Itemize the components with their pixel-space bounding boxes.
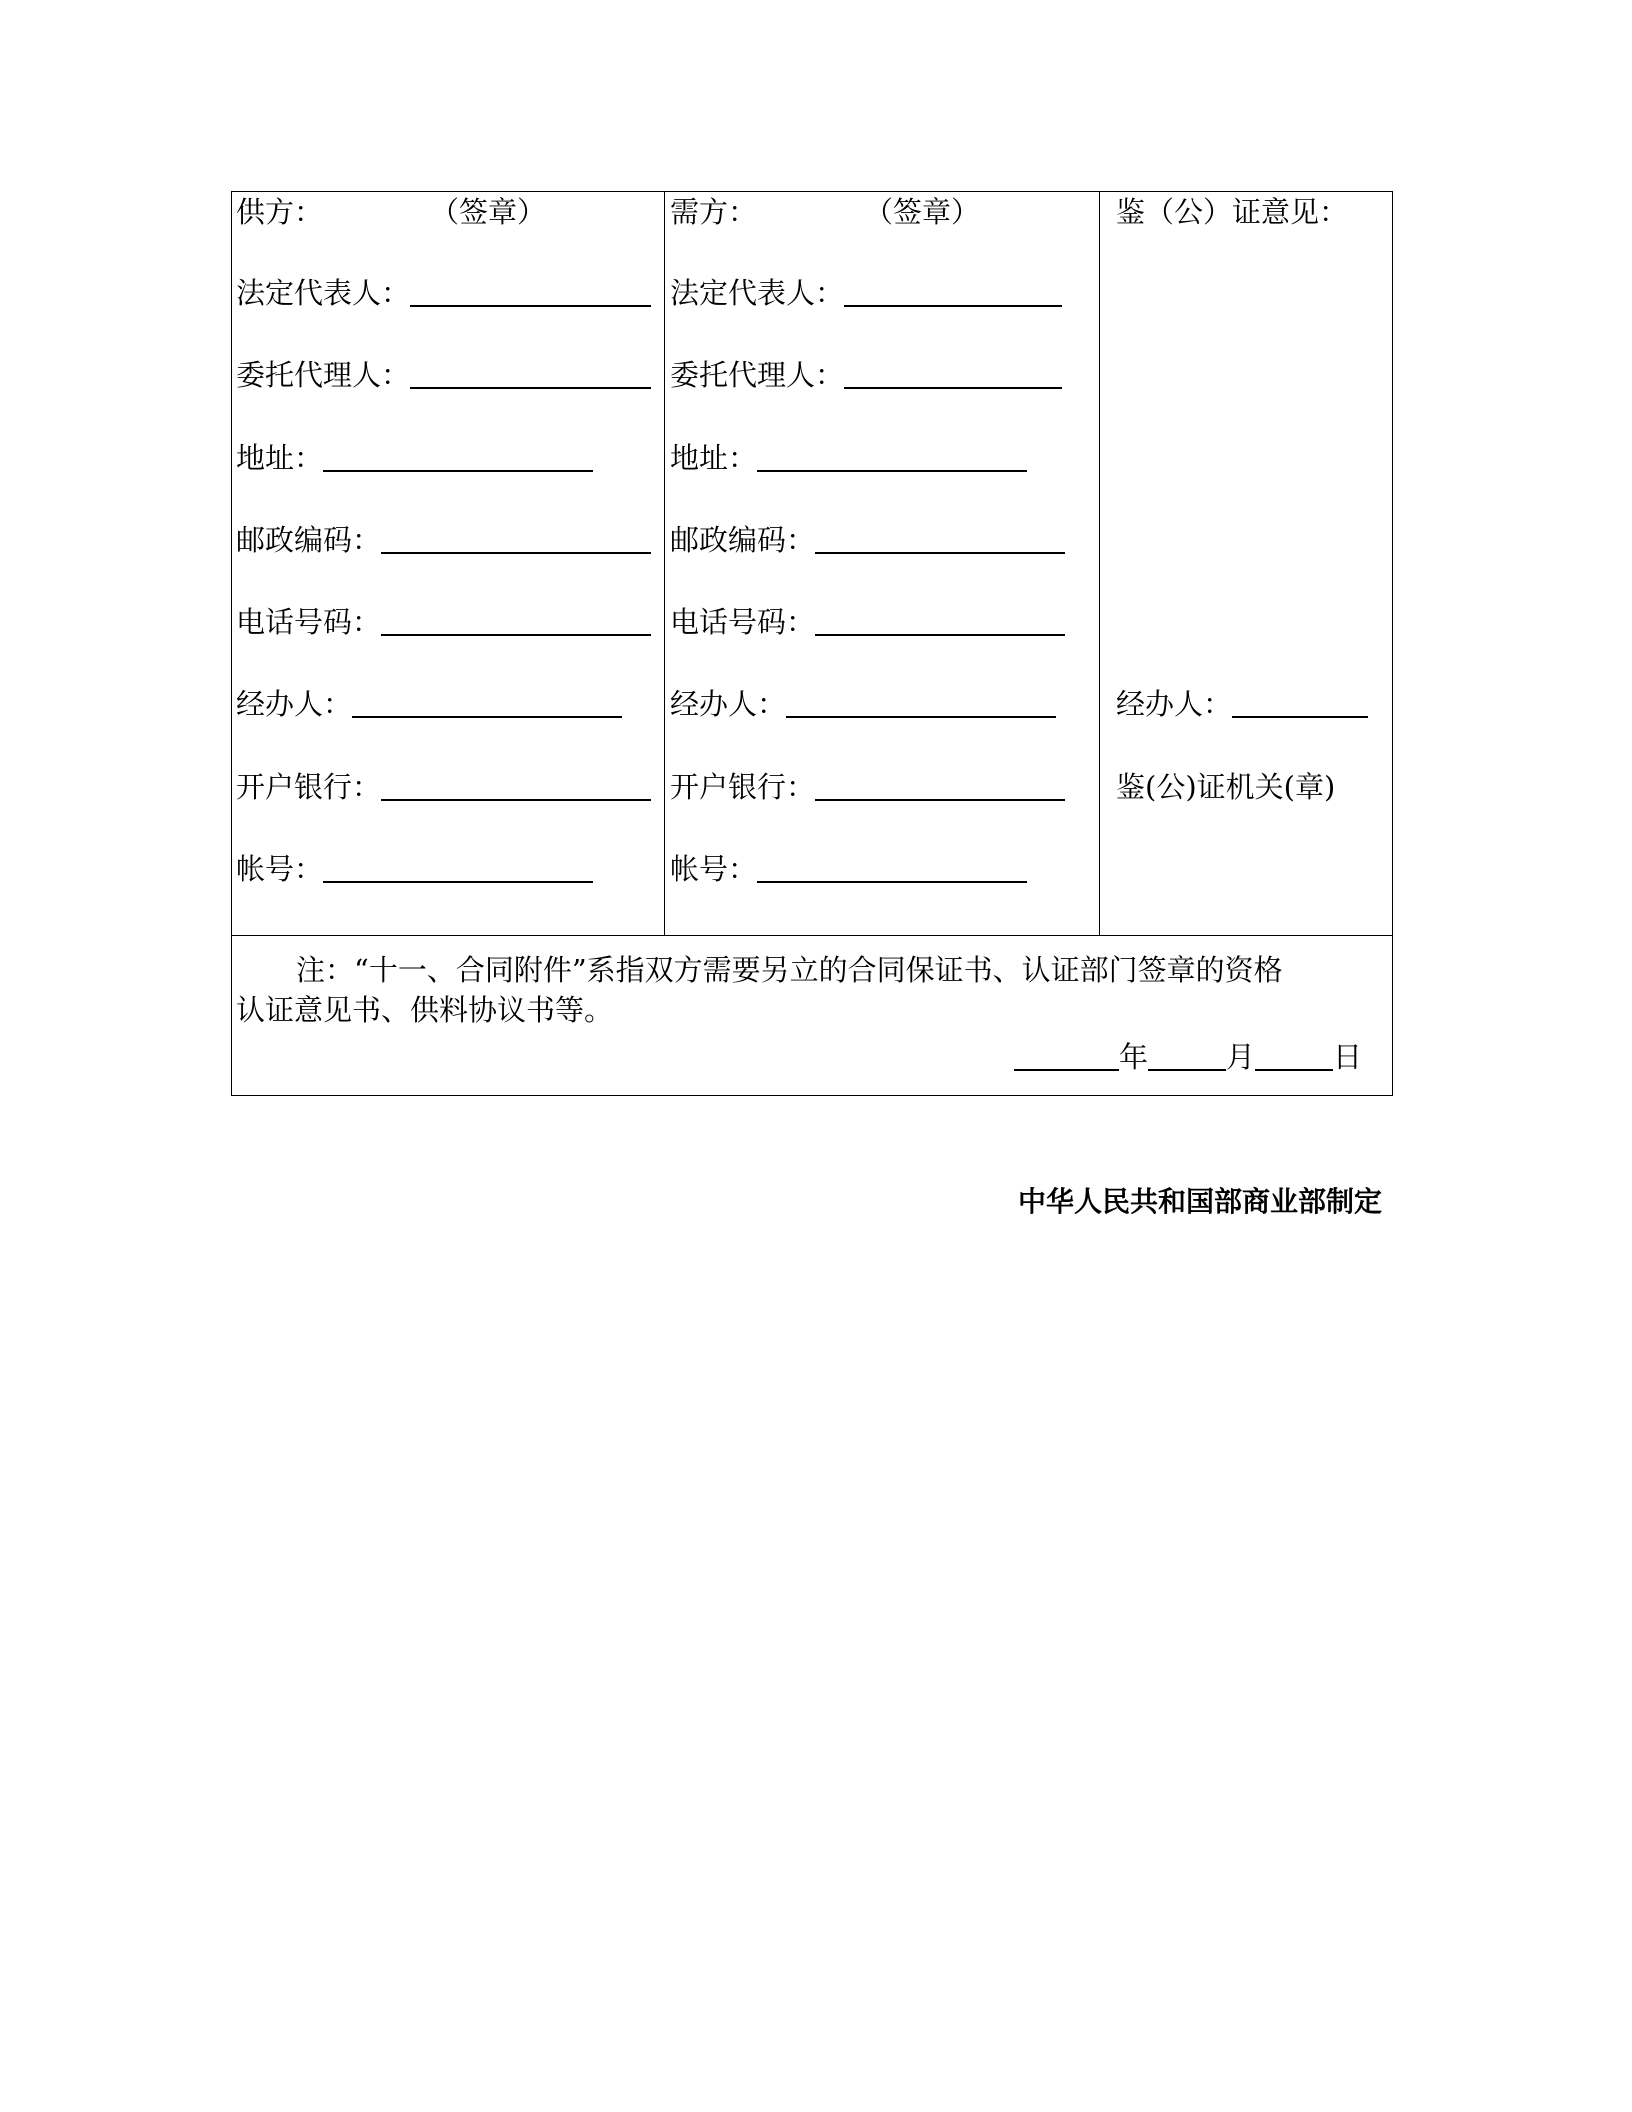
field-label: 邮政编码： (670, 523, 816, 557)
buyer-phone-row (670, 602, 1065, 642)
field-label: 邮政编码： (236, 523, 382, 557)
field-label: 委托代理人： (670, 358, 845, 392)
field-label: 电话号码： (670, 605, 816, 639)
supplier-title-row (236, 192, 323, 232)
bank-blank[interactable] (815, 769, 1065, 801)
buyer-legal-rep-row (670, 273, 1062, 313)
buyer-account-row (670, 849, 1027, 889)
notary-section (1101, 192, 1392, 935)
phone-blank[interactable] (381, 604, 651, 636)
buyer-title-row (670, 192, 757, 232)
column-divider (1099, 192, 1100, 935)
notary-authority-row (1116, 767, 1335, 807)
buyer-section (666, 192, 1099, 935)
bank-blank[interactable] (381, 769, 651, 801)
buyer-handler-row (670, 684, 1056, 724)
issuer-footer: 中华人民共和国部商业部制定 (1017, 1185, 1382, 1218)
notary-title-row (1116, 192, 1348, 232)
handler-blank[interactable] (786, 686, 1056, 718)
contract-signature-table (231, 191, 1393, 1096)
note-line: 认证意见书、供料协议书等。 (236, 993, 614, 1027)
legal-rep-blank[interactable] (844, 275, 1062, 307)
address-blank[interactable] (323, 440, 593, 472)
buyer-seal-label: （签章） (864, 195, 981, 229)
field-label: 法定代表人： (670, 276, 845, 310)
row-divider (232, 935, 1392, 936)
year-label: 年 (1118, 1040, 1148, 1074)
phone-blank[interactable] (815, 604, 1065, 636)
field-label: 经办人： (236, 687, 353, 721)
postcode-blank[interactable] (381, 522, 651, 554)
buyer-bank-row (670, 767, 1065, 807)
buyer-address-row (670, 438, 1027, 478)
buyer-postcode-row (670, 520, 1065, 560)
supplier-title: 供方： (236, 195, 324, 229)
day-blank[interactable] (1255, 1039, 1333, 1071)
notary-handler-row (1116, 684, 1368, 724)
attachment-note (236, 950, 1386, 1030)
supplier-postcode-row (236, 520, 651, 560)
field-label: 法定代表人： (236, 276, 411, 310)
supplier-account-row (236, 849, 593, 889)
supplier-seal-label: （签章） (430, 195, 547, 229)
account-blank[interactable] (757, 851, 1027, 883)
field-label: 经办人： (670, 687, 787, 721)
month-blank[interactable] (1148, 1039, 1226, 1071)
year-blank[interactable] (1014, 1039, 1119, 1071)
field-label: 电话号码： (236, 605, 382, 639)
address-blank[interactable] (757, 440, 1027, 472)
notary-title: 鉴（公）证意见： (1116, 195, 1349, 229)
note-line: 注：“十一、合同附件”系指双方需要另立的合同保证书、认证部门签章的资格 (296, 953, 1283, 987)
supplier-bank-row (236, 767, 651, 807)
column-divider (664, 192, 665, 935)
day-label: 日 (1332, 1040, 1362, 1074)
field-label: 开户银行： (670, 770, 816, 804)
notary-handler-blank[interactable] (1232, 686, 1368, 718)
buyer-agent-row (670, 355, 1062, 395)
supplier-handler-row (236, 684, 622, 724)
supplier-address-row (236, 438, 593, 478)
field-label: 帐号： (236, 852, 324, 886)
field-label: 委托代理人： (236, 358, 411, 392)
postcode-blank[interactable] (815, 522, 1065, 554)
buyer-title: 需方： (670, 195, 758, 229)
supplier-legal-rep-row (236, 273, 651, 313)
field-label: 帐号： (670, 852, 758, 886)
date-line (1014, 1037, 1362, 1077)
month-label: 月 (1225, 1040, 1255, 1074)
supplier-agent-row (236, 355, 651, 395)
notary-authority-label: 鉴(公)证机关(章) (1116, 770, 1336, 804)
agent-blank[interactable] (410, 357, 651, 389)
account-blank[interactable] (323, 851, 593, 883)
field-label: 地址： (236, 441, 324, 475)
field-label: 经办人： (1116, 687, 1233, 721)
field-label: 地址： (670, 441, 758, 475)
field-label: 开户银行： (236, 770, 382, 804)
supplier-phone-row (236, 602, 651, 642)
agent-blank[interactable] (844, 357, 1062, 389)
supplier-section (232, 192, 664, 935)
handler-blank[interactable] (352, 686, 622, 718)
legal-rep-blank[interactable] (410, 275, 651, 307)
